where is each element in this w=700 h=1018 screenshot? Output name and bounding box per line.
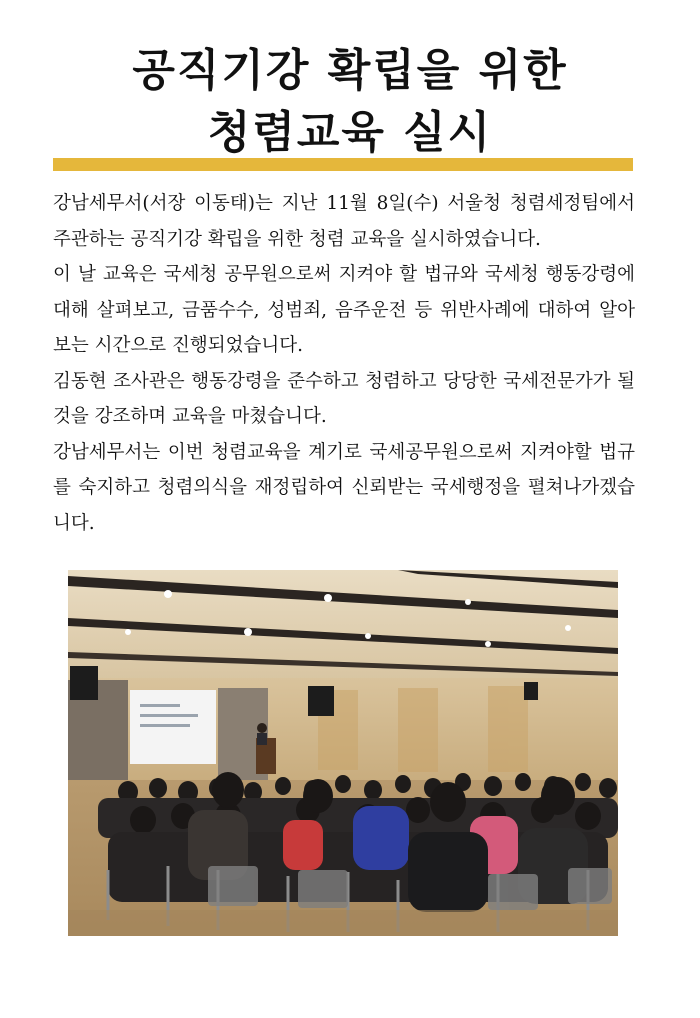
title-underline	[53, 158, 633, 171]
paragraph-2: 이 날 교육은 국세청 공무원으로써 지켜야 할 법규와 국세청 행동강령에 대해 살펴보고, 금품수수, 성범죄, 음주운전 등 위반사례에 대하여 알아보는 시간으로 진행되었습니다.	[53, 264, 635, 356]
article-body	[53, 186, 635, 541]
page-title	[0, 40, 700, 164]
paragraph-3: 김동현 조사관은 행동강령을 준수하고 청렴하고 당당한 국세전문가가 될 것을 강조하며 교육을 마쳤습니다.	[53, 370, 635, 427]
title-line-2: 청렴교육 실시	[207, 107, 493, 158]
paragraph-4: 강남세무서는 이번 청렴교육을 계기로 국세공무원으로써 지켜야할 법규를 숙지하고 청렴의식을 재정립하여 신뢰받는 국세행정을 펼쳐나가겠습니다.	[53, 441, 635, 534]
paragraph-1: 강남세무서(서장 이동태)는 지난 11월 8일(수) 서울청 청렴세정팀에서 주관하는 공직기강 확립을 위한 청렴 교육을 실시하였습니다.	[53, 193, 635, 250]
seminar-photo	[68, 570, 618, 936]
title-line-1: 공직기강 확립을 위한	[132, 45, 568, 96]
